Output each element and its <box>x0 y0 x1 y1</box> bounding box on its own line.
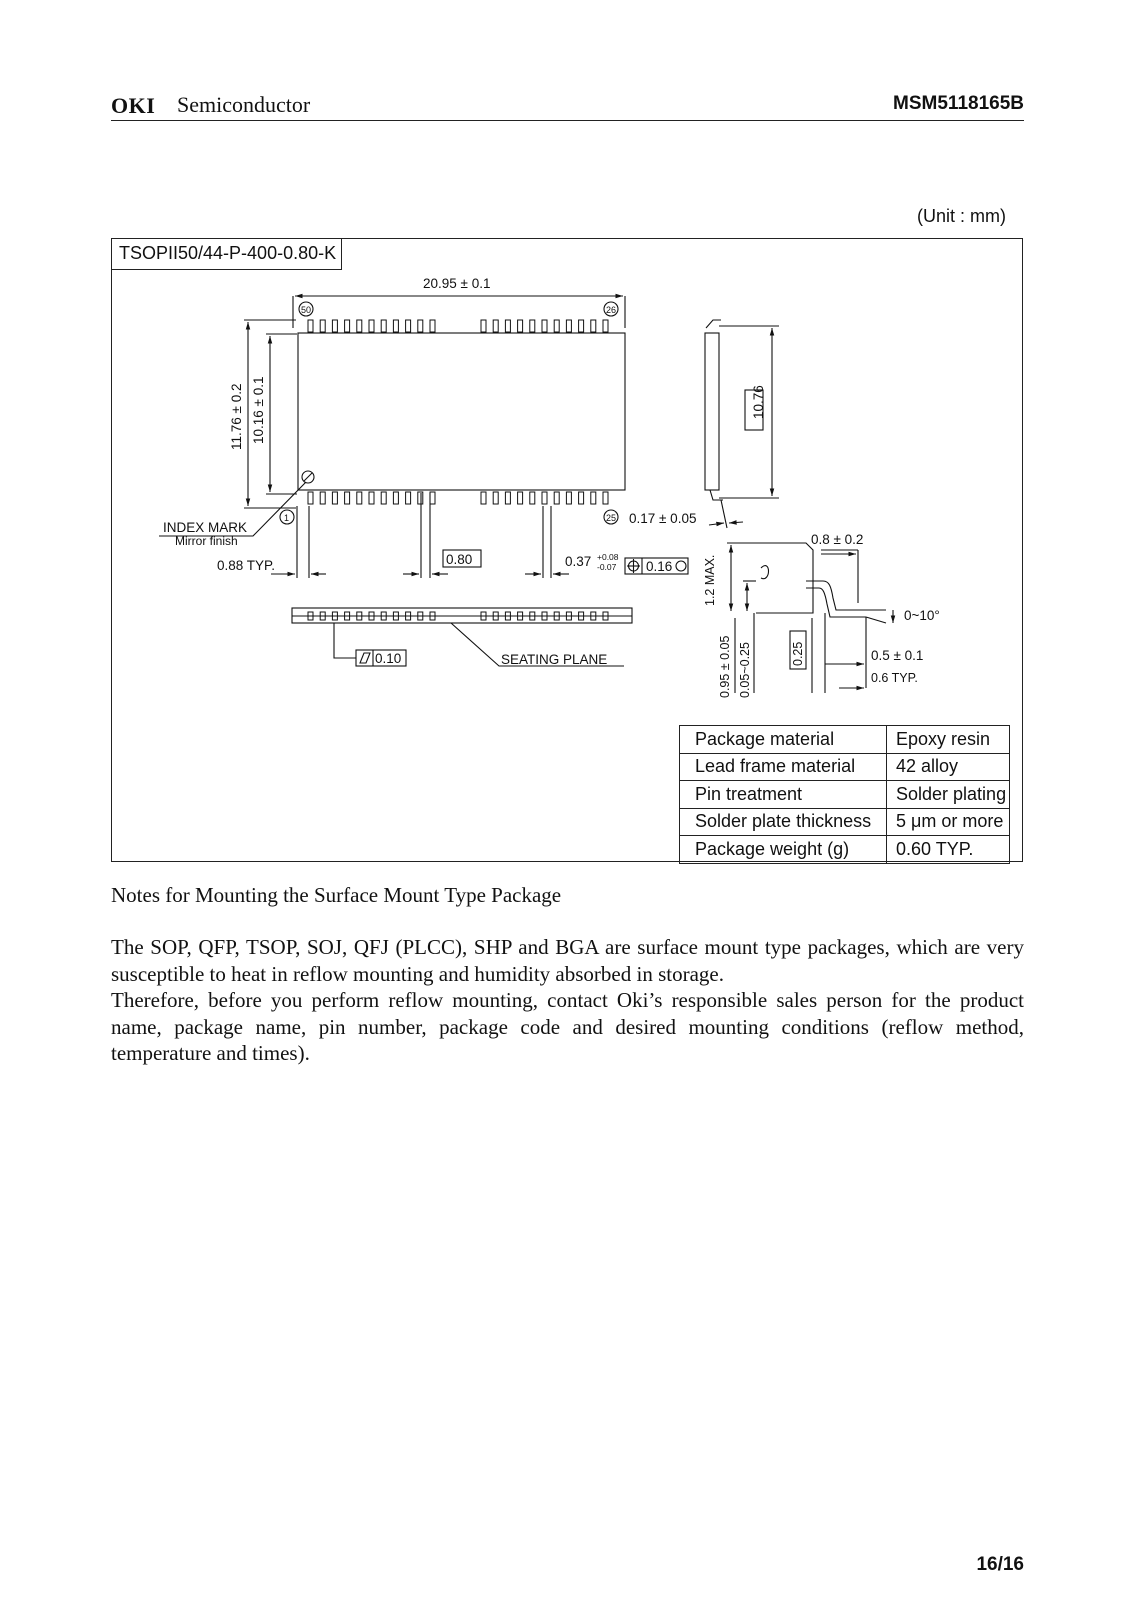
table-cell-value: Epoxy resin <box>887 726 1010 754</box>
index-mark-label: INDEX MARK <box>163 520 248 535</box>
notes-body <box>111 934 1024 1067</box>
pin-25-label: 25 <box>606 513 617 523</box>
package-leads <box>308 320 608 620</box>
dim-side-height: 10.76 <box>751 385 766 419</box>
dim-flatness: 0.10 <box>375 651 402 666</box>
pin-1-label: 1 <box>284 513 290 523</box>
package-code: TSOPII50/44-P-400-0.80-K <box>111 238 342 270</box>
package-spec-table <box>679 725 1010 864</box>
dim-lead-width: 0.37 <box>565 554 592 569</box>
dim-standoff: 0.05~0.25 <box>738 642 752 698</box>
dim-gauge: 0.25 <box>791 641 805 666</box>
package-body-side-view <box>705 333 719 490</box>
dim-lead-width-tol-plus: +0.08 <box>597 552 619 562</box>
table-cell-label: Package weight (g) <box>680 836 887 864</box>
side-view-top-lead <box>706 320 721 328</box>
pin-50-label: 50 <box>301 305 312 315</box>
table-cell-label: Package material <box>680 726 887 754</box>
package-body-top-view <box>298 333 625 490</box>
table-cell-label: Pin treatment <box>680 781 887 809</box>
table-cell-value: 5 μm or more <box>887 808 1010 836</box>
table-cell-label: Solder plate thickness <box>680 808 887 836</box>
dim-position-tol: 0.16 <box>646 559 673 574</box>
table-cell-value: 0.60 TYP. <box>887 836 1010 864</box>
table-row <box>680 808 1010 836</box>
dim-foot-length: 0.8 ± 0.2 <box>811 532 864 547</box>
page-number: 16/16 <box>976 1554 1024 1575</box>
table-cell-value: Solder plating <box>887 781 1010 809</box>
table-cell-label: Lead frame material <box>680 753 887 781</box>
dim-overall-length: 20.95 ± 0.1 <box>423 276 491 291</box>
notes-paragraph-1: The SOP, QFP, TSOP, SOJ, QFJ (PLCC), SHP and BGA are surface mount type packages, which are very susceptible to heat in reflow mounting and humidity absorbed in storage. <box>111 935 1024 986</box>
seating-plane-label: SEATING PLANE <box>501 652 608 667</box>
pin-26-label: 26 <box>606 305 617 315</box>
unit-label: (Unit : mm) <box>917 206 1006 226</box>
table-row <box>680 836 1010 864</box>
dim-body-width: 10.16 ± 0.1 <box>251 376 266 444</box>
dim-lead-angle: 0~10° <box>904 608 940 623</box>
dim-max-height: 1.2 MAX. <box>703 554 717 606</box>
oki-logo: OKI <box>111 93 156 118</box>
dim-body-thickness: 0.95 ± 0.05 <box>718 635 732 698</box>
table-cell-value: 42 alloy <box>887 753 1010 781</box>
dim-overall-width: 11.76 ± 0.2 <box>229 383 244 450</box>
dim-017: 0.17 ± 0.05 <box>629 511 697 526</box>
dim-lead-width-tol-minus: -0.07 <box>597 562 617 572</box>
notes-title: Notes for Mounting the Surface Mount Type Package <box>111 883 562 907</box>
table-row <box>680 781 1010 809</box>
part-number: MSM5118165B <box>893 93 1024 114</box>
dim-05: 0.5 ± 0.1 <box>871 648 924 663</box>
notes-paragraph-2: Therefore, before you perform reflow mounting, contact Oki’s responsible sales person for the product name, package name, pin number, package code and desired mounting conditions (reflow method, temperature and times). <box>111 988 1024 1065</box>
page-header <box>111 88 1024 121</box>
brand-name: Semiconductor <box>177 92 311 117</box>
dim-06: 0.6 TYP. <box>871 671 918 685</box>
table-row <box>680 753 1010 781</box>
dim-pitch: 0.80 <box>446 552 473 567</box>
dim-088: 0.88 TYP. <box>217 558 276 573</box>
mirror-finish-label: Mirror finish <box>175 534 238 548</box>
table-row <box>680 726 1010 754</box>
